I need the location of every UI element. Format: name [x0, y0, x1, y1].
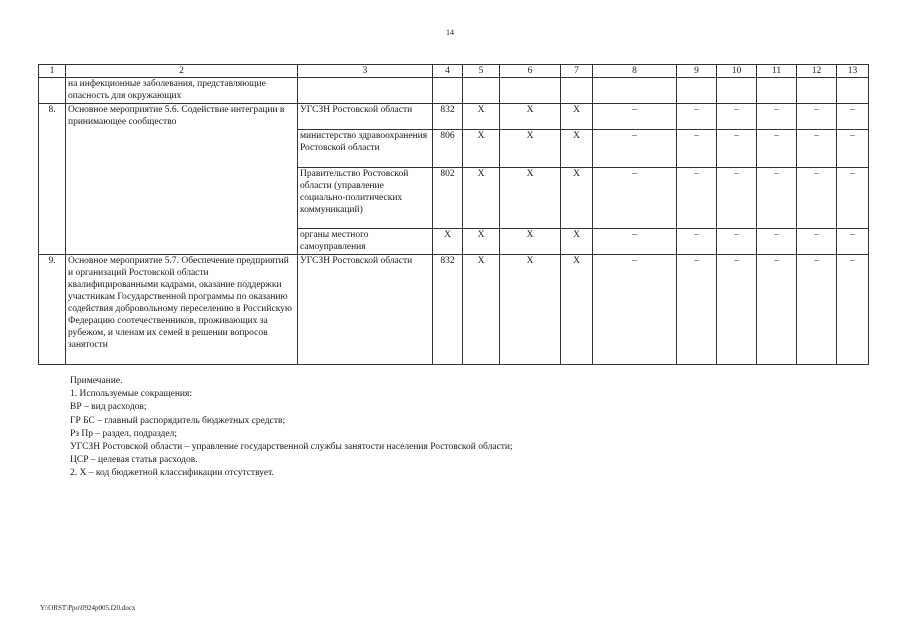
cell: Х — [561, 130, 593, 168]
grbs-code: 806 — [433, 130, 463, 168]
cell: Х — [500, 255, 561, 365]
cell: – — [593, 130, 677, 168]
cell: – — [797, 255, 837, 365]
notes-block — [70, 375, 513, 481]
page-number: 14 — [446, 28, 454, 37]
column-number-row — [39, 65, 869, 78]
executor: УГСЗН Ростовской области — [298, 255, 433, 365]
executor: Правительство Ростовской области (управление социально-политических коммуникаций) — [298, 168, 433, 229]
cell: Х — [463, 229, 500, 255]
cell: Х — [463, 255, 500, 365]
table-row — [39, 104, 869, 130]
col-header: 1 — [39, 65, 66, 78]
cell: – — [717, 168, 757, 229]
cell: – — [717, 130, 757, 168]
cell: Х — [561, 104, 593, 130]
cell: – — [717, 229, 757, 255]
cell: – — [757, 168, 797, 229]
cell: – — [593, 229, 677, 255]
cell: Х — [500, 229, 561, 255]
col-header: 8 — [593, 65, 677, 78]
cell: – — [677, 255, 717, 365]
note-line: 1. Используемые сокращения: — [70, 389, 192, 400]
col-header: 2 — [66, 65, 298, 78]
cell: – — [837, 255, 869, 365]
cell: Х — [561, 255, 593, 365]
cell: – — [837, 168, 869, 229]
cell: – — [717, 255, 757, 365]
cell: – — [593, 255, 677, 365]
notes-title: Примечание. — [70, 376, 123, 386]
cell: Х — [463, 130, 500, 168]
cell: – — [717, 104, 757, 130]
cell: – — [757, 104, 797, 130]
continuation-row — [39, 78, 869, 104]
note-line: 2. Х – код бюджетной классификации отсутствует. — [70, 468, 274, 479]
executor: органы местного самоуправления — [298, 229, 433, 255]
cell: – — [677, 130, 717, 168]
col-header: 3 — [298, 65, 433, 78]
cell: – — [837, 130, 869, 168]
cell: Х — [500, 168, 561, 229]
col-header: 12 — [797, 65, 837, 78]
budget-table — [38, 64, 869, 365]
cell: – — [593, 168, 677, 229]
col-header: 13 — [837, 65, 869, 78]
cell: Х — [463, 104, 500, 130]
col-header: 7 — [561, 65, 593, 78]
note-line: ЦСР – целевая статья расходов. — [70, 455, 198, 466]
col-header: 10 — [717, 65, 757, 78]
file-path-footer: Y:\ORST\Ppo\0924p005.f20.docx — [40, 604, 136, 612]
table-row — [39, 255, 869, 365]
cell: Х — [500, 130, 561, 168]
cell: – — [677, 104, 717, 130]
activity-name: Основное мероприятие 5.6. Содействие интеграции в принимающее сообщество — [66, 104, 298, 255]
col-header: 11 — [757, 65, 797, 78]
cell: – — [677, 229, 717, 255]
cell: – — [797, 104, 837, 130]
cell: – — [837, 104, 869, 130]
grbs-code: Х — [433, 229, 463, 255]
row-number: 9. — [39, 255, 66, 365]
cont-text: на инфекционные заболевания, представляющие опасность для окружающих — [66, 78, 298, 104]
note-line: УГСЗН Ростовской области – управление государственной службы занятости населения Ростовской области; — [70, 442, 513, 453]
col-header: 9 — [677, 65, 717, 78]
cell: – — [757, 229, 797, 255]
col-header: 6 — [500, 65, 561, 78]
cell: – — [757, 255, 797, 365]
cell: – — [593, 104, 677, 130]
cell: Х — [561, 229, 593, 255]
activity-name: Основное мероприятие 5.7. Обеспечение предприятий и организаций Ростовской области квалифицированными кадрами, оказание поддержки участникам Государственной программы по оказанию содействия добровольному переселению в Российскую Федерацию соотечественников, проживающих за рубежом, и членам их семей в решении вопросов занятости — [66, 255, 298, 365]
col-header: 5 — [463, 65, 500, 78]
note-line: Рз Пр – раздел, подраздел; — [70, 428, 177, 439]
grbs-code: 802 — [433, 168, 463, 229]
col-header: 4 — [433, 65, 463, 78]
cell: – — [837, 229, 869, 255]
note-line: ВР – вид расходов; — [70, 402, 147, 413]
cell: – — [677, 168, 717, 229]
cell: – — [797, 130, 837, 168]
cell: Х — [463, 168, 500, 229]
grbs-code: 832 — [433, 104, 463, 130]
cell: – — [797, 229, 837, 255]
grbs-code: 832 — [433, 255, 463, 365]
cell: Х — [500, 104, 561, 130]
note-line: ГР БС – главный распорядитель бюджетных средств; — [70, 415, 286, 426]
executor: министерство здравоохранения Ростовской области — [298, 130, 433, 168]
cell: – — [757, 130, 797, 168]
row-number: 8. — [39, 104, 66, 255]
cell: Х — [561, 168, 593, 229]
cell: – — [797, 168, 837, 229]
executor: УГСЗН Ростовской области — [298, 104, 433, 130]
